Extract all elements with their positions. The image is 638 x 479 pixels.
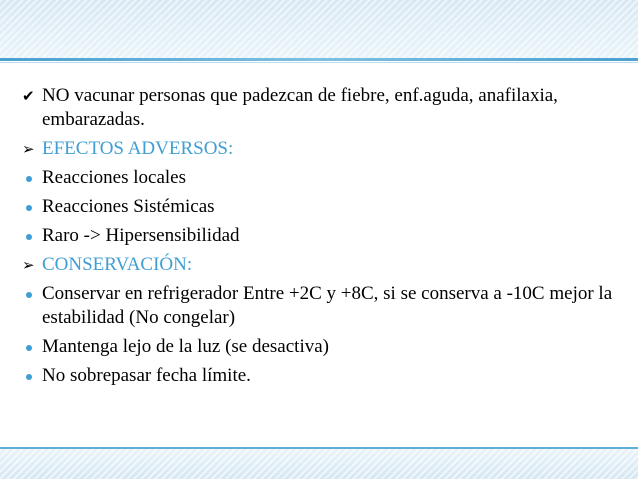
header-divider-thin	[0, 62, 638, 63]
bullet-dot-icon	[26, 345, 32, 351]
list-item	[22, 224, 622, 248]
list-item-check	[22, 84, 622, 132]
list-item-text: Mantenga lejo de la luz (se desactiva)	[42, 336, 329, 357]
header-divider	[0, 58, 638, 61]
list-item	[22, 195, 622, 219]
list-item-text: Conservar en refrigerador Entre +2C y +8C, si se conserva a -10C mejor la estabilidad (No congelar)	[42, 283, 613, 328]
list-item-text: Reacciones Sistémicas	[42, 196, 215, 217]
list-item	[22, 166, 622, 190]
header-band	[0, 0, 638, 60]
section-heading-efectos	[22, 137, 622, 161]
section-heading-text: EFECTOS ADVERSOS:	[42, 138, 234, 159]
bullet-dot-icon	[26, 292, 32, 298]
list-item-text: Raro -> Hipersensibilidad	[42, 225, 240, 246]
list-item	[22, 364, 622, 388]
list-item-text: Reacciones locales	[42, 167, 187, 188]
list-item	[22, 335, 622, 359]
checkmark-icon: ✔	[22, 89, 35, 105]
footer-band	[0, 449, 638, 479]
bullet-dot-icon	[26, 176, 32, 182]
bullet-dot-icon	[26, 234, 32, 240]
arrow-bullet-icon: ➢	[22, 142, 35, 158]
arrow-bullet-icon: ➢	[22, 258, 35, 274]
section-heading-text: CONSERVACIÓN:	[42, 254, 193, 275]
list-item-text: No sobrepasar fecha límite.	[42, 365, 251, 386]
section-heading-conservacion	[22, 253, 622, 277]
bullet-dot-icon	[26, 374, 32, 380]
list-item	[22, 282, 622, 330]
list-item-text: NO vacunar personas que padezcan de fiebre, enf.aguda, anafilaxia, embarazadas.	[42, 85, 558, 130]
slide-content	[22, 84, 622, 393]
bullet-dot-icon	[26, 205, 32, 211]
